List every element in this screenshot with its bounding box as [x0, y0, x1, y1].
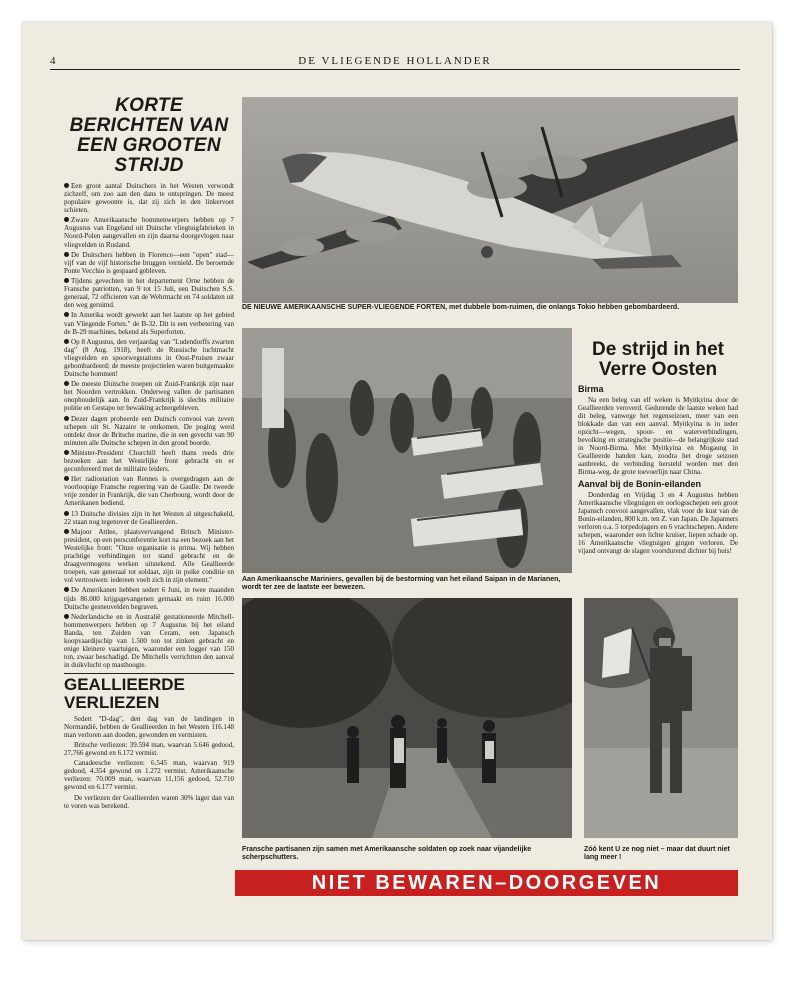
- news-item: 13 Duitsche divisies zijn in het Westen al uitgeschakeld, 22 staan nog tegenover de Geallieerden.: [64, 509, 234, 526]
- losses-paragraph: Canadeesche verliezen: 6.545 man, waarvan 919 gedood, 4.354 gewond en 1.272 vermist. Amerikaansche verliezen: 70.009 man, waarvan 11,156 gedood, 52.710 gewond en 6.177 vermist.: [64, 759, 234, 792]
- bullet-icon: [64, 476, 69, 481]
- far-east-title: De strijd in het Verre Oosten: [592, 340, 724, 380]
- bullet-icon: [64, 529, 69, 534]
- burma-text: Na een beleg van elf weken is Myitkyina door de Geallieerden veroverd. Gedurende de laatste weken had dit beleg, vanwege het regenseizoen, meer van een blokkade dan van een aanval. Myitkyina is in ieder opzicht—wegen, spoor- en waterverbindingen, bevolking en strategische positie—de belangrijkste stad in Noord-Birma. Met Myitkyina en Mogaung in Geallieerde handen kan, zoodra het droge seizoen aanbreekt, de verbinding hersteld worden met den Birma-weg, de grote toevoerlijn naar China.: [578, 396, 738, 476]
- bonin-subheading: Aanval bij de Bonin-eilanden: [578, 479, 702, 489]
- left-column: [64, 96, 234, 891]
- losses-heading: GEALLIEERDE VERLIEZEN: [64, 673, 234, 712]
- news-item: Zware Amerikaansche bommenwerpers hebben op 7 Augustus van Engeland uit Duitsche vliegtuigfabrieken in Noord-Polen aangevallen en zijn daarna doorgevlogen naar vliegvelden in Rusland.: [64, 216, 234, 249]
- news-item: Minister-President Churchill heeft thans reeds drie bezoeken aan het Westelijke front gebracht en er geconfereerd met de militaire leiders.: [64, 448, 234, 474]
- news-bullet-list: [64, 182, 234, 669]
- marines-burial-photo: [242, 328, 572, 573]
- bullet-icon: [64, 511, 69, 516]
- bullet-icon: [64, 183, 69, 188]
- news-item: De Duitschers hebben in Florence—een "open" stad—vijf van de vijf historische bruggen vernield. De beroemde Ponte Vecchio is gespaard gebleven.: [64, 250, 234, 275]
- news-item: In Amerika wordt gewerkt aan het laatste op het gebied van Vliegende Forten." de B-32. Dit is een verbetering van de B-29 machines, bekend als Superforten.: [64, 311, 234, 336]
- masthead: DE VLIEGENDE HOLLANDER: [298, 55, 492, 67]
- news-item: Majoor Attlee, plaatsvervangend Britsch Minister-president, op een persconferentie kort na een bezoek aan het Westelijke front: "Onze organisatie is prima. Wij hebben prachtige verbindingen tot stand gebracht en de draagvermogens werken uitstekend. Alle Geallieerde troepen, van generaal tot soldaat, zijn in puike conditie en vol vertrouwen: iedereen voelt zich in zijn element.": [64, 527, 234, 585]
- bullet-icon: [64, 252, 69, 257]
- surrendering-soldier-photo: [584, 598, 738, 838]
- news-item: Op 8 Augustus, den verjaardag van "Ludendorffs zwarten dag" (8 Aug. 1918), heeft de Russische luchtmacht vliegvelden en spoorwegstations in Oost-Pruisen zwaar gebombardeerd; de meeste projectielen waren buitgemaakte Duitsche bommen!: [64, 337, 234, 378]
- bullet-icon: [64, 614, 69, 619]
- bullet-icon: [64, 339, 69, 344]
- news-item: Het radiostation van Rennes is overgedragen aan de voorloopige Fransche regeering van de Gaulle. De tweede vrije zender in Frankrijk, die van Cherbourg, wordt door de Amerikanen bediend.: [64, 475, 234, 508]
- bullet-icon: [64, 450, 69, 455]
- page-number: 4: [50, 55, 58, 67]
- news-item: Nederlandsche en in Australië gestationeerde Mitchell-bommenwerpers hebben op 7 Augustus bij het eiland Banda, ten Zuiden van Ceram, een Japansch koopvaardijschip van 1.500 ton tot zinken gebracht en enige kleinere vaartuigen, waaronder een logger van 150 ton, zwaar beschadigd. De Mitchells verrichtten den aanval in duikvlucht op masthoogte.: [64, 612, 234, 670]
- marines-caption: Aan Amerikaansche Mariniers, gevallen bij de bestorming van het eiland Saipan in de Marianen, wordt ter zee de laatste eer bewezen.: [242, 576, 561, 591]
- losses-paragraph: Britsche verliezen: 39.594 man, waarvan 5.646 gedood, 27,766 gewond en 6.172 vermist.: [64, 741, 234, 758]
- bomber-caption: DE NIEUWE AMERIKAANSCHE SUPER-VLIEGENDE FORTEN, met dubbele bom-ruimen, die onlangs Tokio hebben gebombardeerd.: [242, 304, 680, 311]
- news-item: De Amerikanen hebben sedert 6 Juni, in twee maanden tijds 86.000 krijgsgevangenen gemaakt en ruim 16.000 Duitsche gesneuvelden begraven.: [64, 586, 234, 611]
- partisans-caption: Fransche partisanen zijn samen met Amerikaansche soldaten op zoek naar vijandelijke scherpschutters.: [242, 846, 532, 861]
- bonin-text: Donderdag en Vrijdag 3 en 4 Augustus hebben Amerikaansche vliegtuigen en oorlogsschepen een groot Japansch convooi aangevallen, vlak voor de kust van de Bonin-eilanden, 800 k.m. ten Z. van Japan. De Japanners verloren o.a. 5 torpedojagers en 6 vrachtschepen. Andere schepen, waaronder een lichte kruiser, liepen schade op. 16 Amerikaansche vliegtuigen gingen verloren. De vijand ontvangt de slagen voortdurend dichter bij huis!: [578, 491, 738, 555]
- bullet-icon: [64, 278, 69, 283]
- short-news-heading: KORTE BERICHTEN VAN EEN GROOTEN STRIJD: [69, 96, 229, 176]
- bullet-icon: [64, 381, 69, 386]
- losses-paragraph: Sedert "D-dag", den dag van de landingen in Normandië, hebben de Geallieerden in het Westen 116.148 man verloren aan dooden, gewonden en vermisten.: [64, 715, 234, 740]
- bullet-icon: [64, 587, 69, 592]
- bullet-icon: [64, 416, 69, 421]
- page-header: [50, 55, 740, 70]
- bullet-icon: [64, 217, 69, 222]
- far-east-article: [578, 340, 738, 590]
- news-item: Dezer dagen probeerde een Duitsch convooi van zeven schepen uit St. Nazaire te ontkomen. De poging werd ontdekt door de Britsche marine, die in een gevecht van 90 minuten alle Duitsche schepen in den grond boorde.: [64, 414, 234, 447]
- burma-subheading: Birma: [578, 384, 604, 394]
- bullet-icon: [64, 312, 69, 317]
- surrender-caption: Zóó kent U ze nog niet – maar dat duurt niet lang meer !: [584, 846, 730, 861]
- bomber-photo: [242, 97, 738, 303]
- news-item: Tijdens gevechten in het departement Orne hebben de Fransche patriotten, van 9 tot 15 Juli, een Duitschen S.S. generaal, 72 officieren van de Wehrmacht en 74 soldaten uit den weg geruimd.: [64, 277, 234, 310]
- news-item: Een groot aantal Duitschers in het Westen verwondt zichzelf, om zoo aan den dans te ontspringen. De meest populaire gewoonte is, dat zij zich in den linkervoet schieten.: [64, 182, 234, 215]
- partisans-photo: [242, 598, 572, 838]
- losses-paragraph: De verliezen der Geallieerden waren 30% lager dan van te voren was berekend.: [64, 793, 234, 810]
- do-not-keep-banner: NIET BEWAREN–DOORGEVEN: [235, 870, 738, 896]
- news-item: De meeste Duitsche troepen uit Zuid-Frankrijk zijn naar het Noorden vertrokken. Onderweg vallen de partisanen onophoudelijk aan. In Zuid-Frankrijk is slechts militaire politie en Gestapo ter bewaking achtergebleven.: [64, 380, 234, 413]
